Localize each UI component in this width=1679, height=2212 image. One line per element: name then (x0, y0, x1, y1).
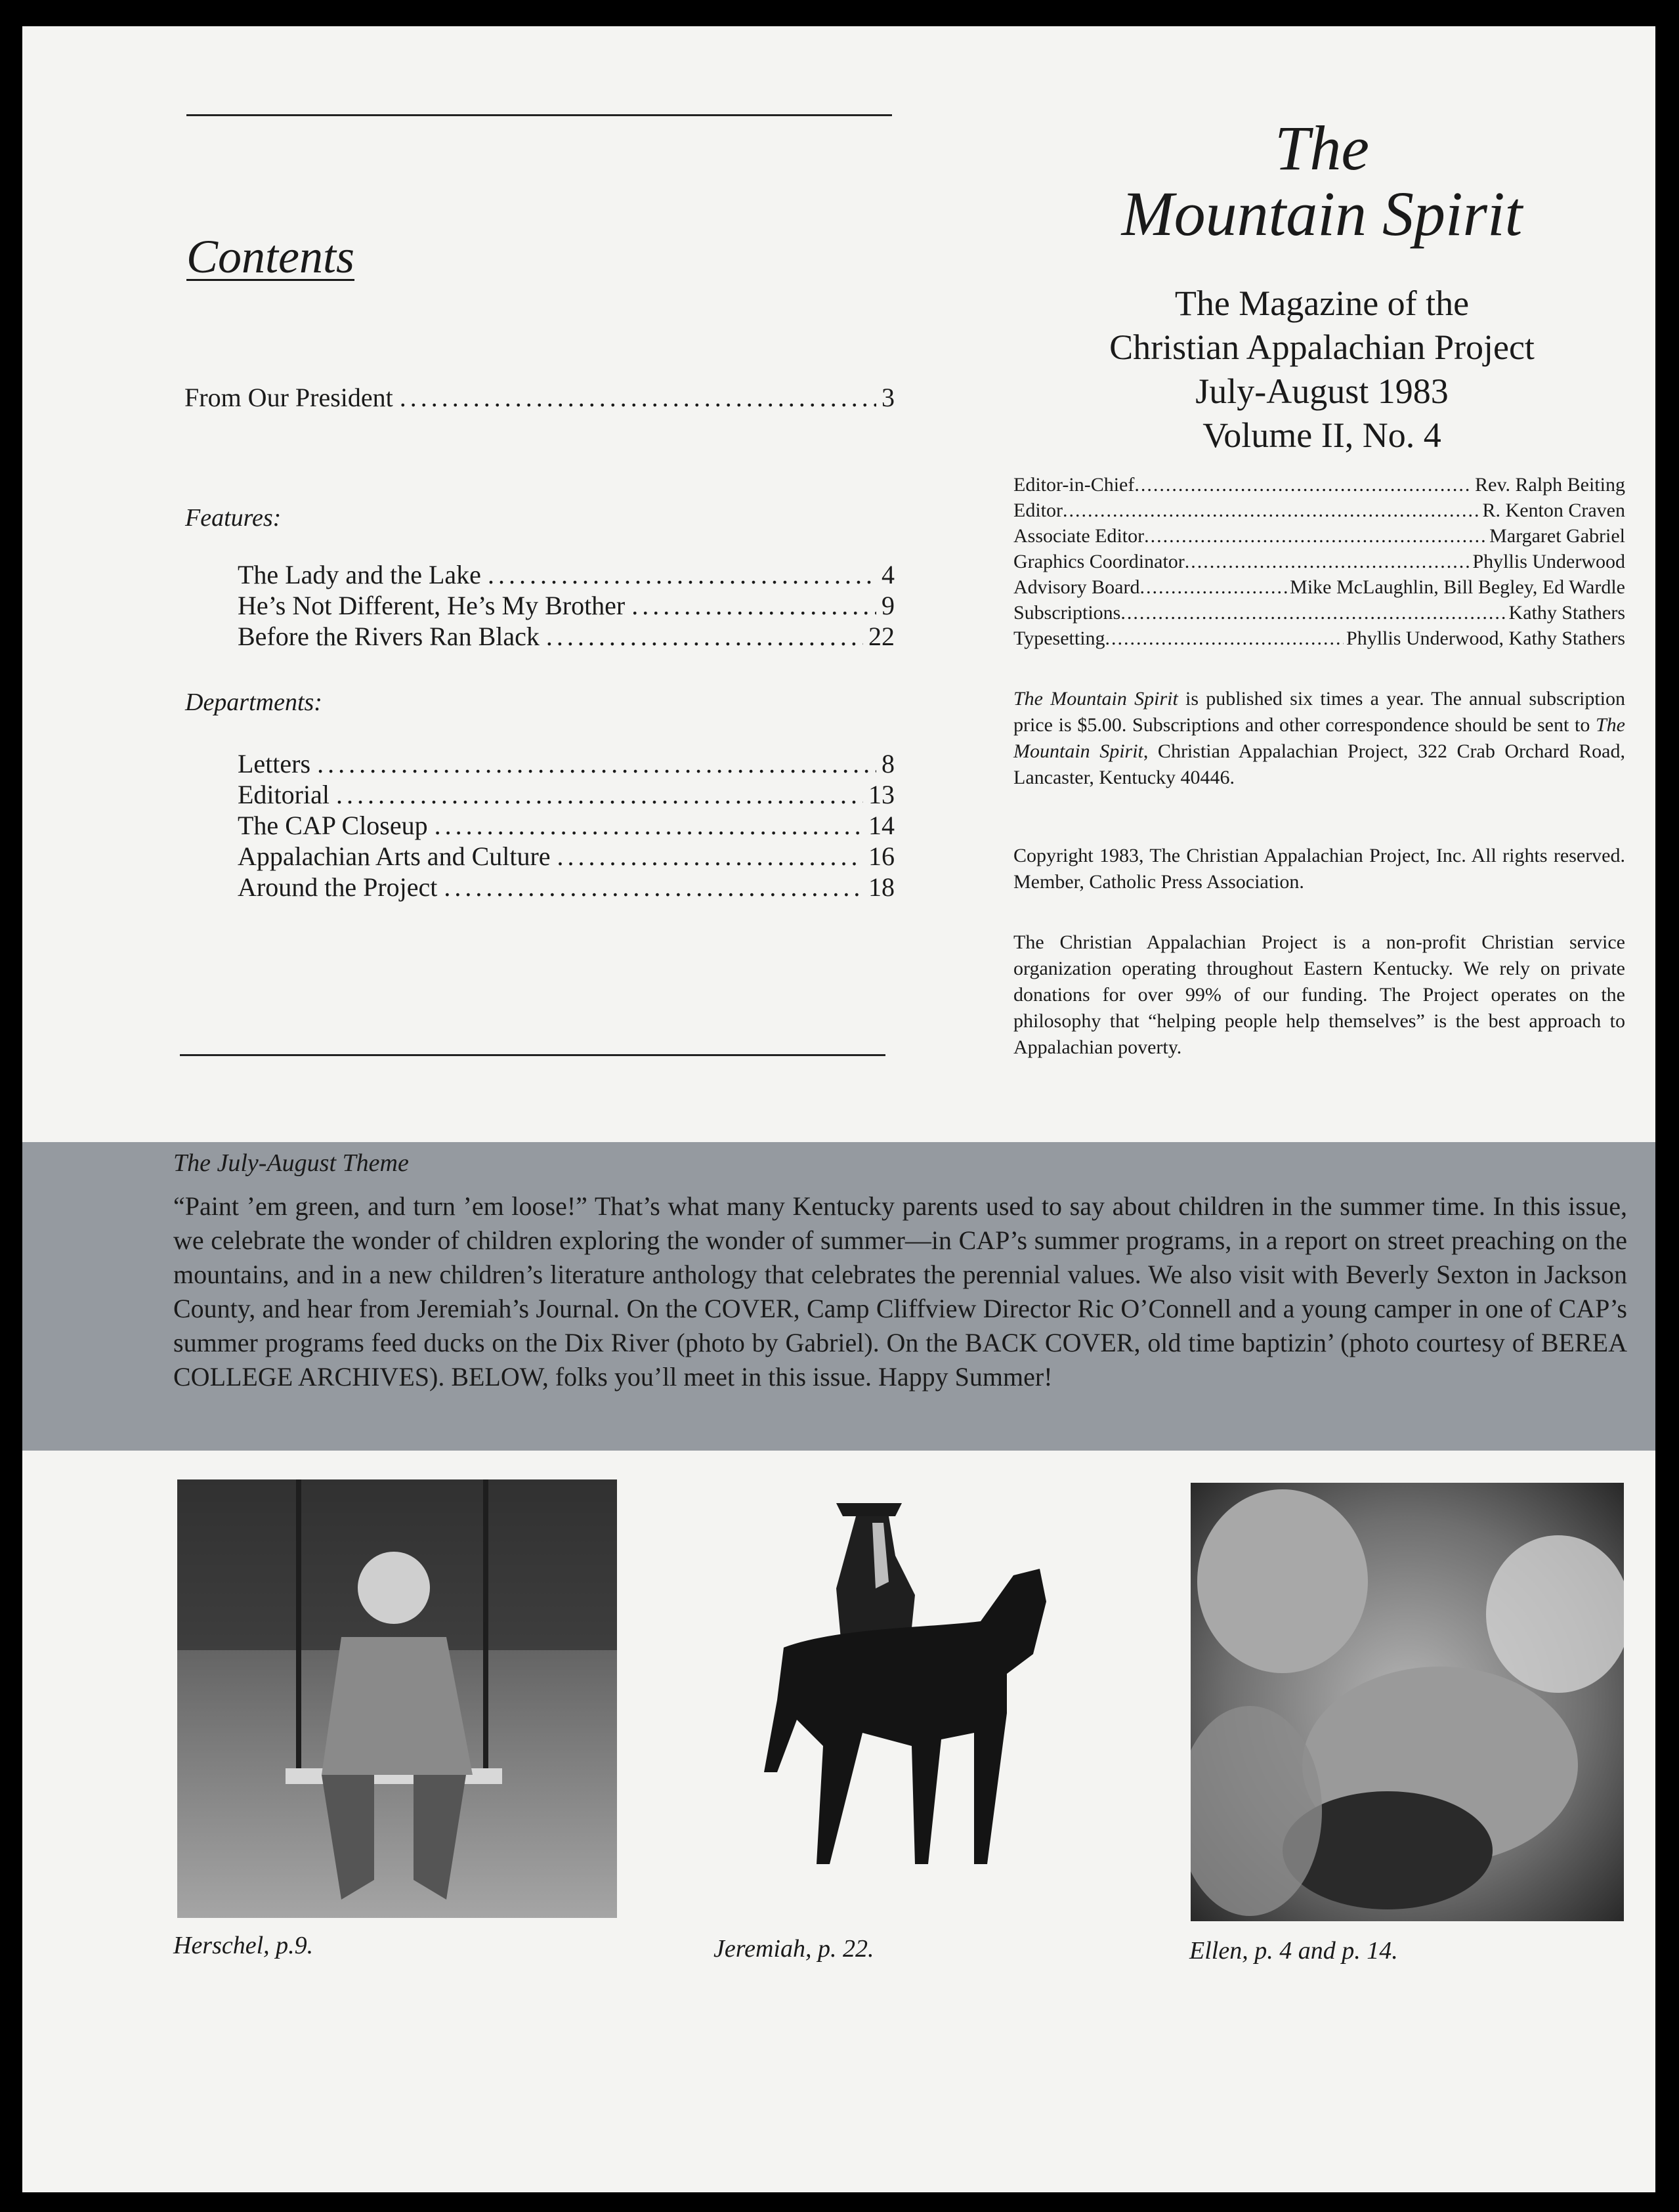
toc-title: Before the Rivers Ran Black (238, 622, 540, 651)
toc-feature (238, 621, 895, 652)
toc-title: From Our President (184, 383, 393, 412)
staff-row: Typesetting ..... Phyllis Underwood, Kathy Stathers (1013, 627, 1625, 650)
staff-row: Associate Editor ..... Margaret Gabriel (1013, 525, 1625, 547)
caption-ellen: Ellen, p. 4 and p. 14. (1189, 1937, 1398, 1965)
toc-title: He’s Not Different, He’s My Brother (238, 591, 626, 620)
man-on-horse-image (731, 1497, 1086, 1904)
toc-page: 8 (882, 749, 895, 778)
toc-page: 13 (868, 780, 895, 809)
masthead-title: Mountain Spirit (1121, 179, 1523, 249)
toc-department (238, 810, 895, 841)
photo-herschel (177, 1479, 617, 1918)
toc-department (238, 841, 895, 872)
masthead-subtitle: Christian Appalachian Project (1109, 328, 1535, 367)
photo-jeremiah (731, 1497, 1086, 1904)
toc-page: 3 (882, 383, 895, 412)
toc-page: 16 (868, 841, 895, 871)
masthead-subtitle: July-August 1983 (1195, 372, 1449, 411)
toc-department (238, 872, 895, 903)
toc-title: Around the Project (238, 872, 438, 902)
staff-row: Subscriptions ..... Kathy Stathers (1013, 602, 1625, 624)
toc-department (238, 748, 895, 779)
publication-note: The Mountain Spirit is published six times a year. The annual subscription price is $5.00. Subscriptions and other correspondence should be sent to The Mountain Spirit, Christian Appalachian Project, 322 Crab Orchard Road, Lancaster, Kentucky 40446. (1013, 688, 1625, 788)
toc-title: Appalachian Arts and Culture (238, 841, 551, 871)
theme-title: The July-August Theme (173, 1149, 409, 1177)
staff-row: Editor ..... R. Kenton Craven (1013, 500, 1625, 522)
toc-title: Letters (238, 749, 311, 778)
departments-label: Departments: (185, 689, 322, 716)
copyright-note: Copyright 1983, The Christian Appalachian Project, Inc. All rights reserved. Member, Catholic Press Association. (1013, 845, 1625, 893)
toc-page: 9 (882, 591, 895, 620)
bottom-rule (180, 1054, 885, 1056)
children-close-up-image (1191, 1483, 1624, 1921)
toc-title: The Lady and the Lake (238, 560, 481, 589)
contents-heading: Contents (186, 230, 355, 283)
masthead-the: The (1275, 113, 1369, 183)
toc-title: Editorial (238, 780, 329, 809)
toc-page: 18 (868, 872, 895, 902)
toc-title: The CAP Closeup (238, 811, 428, 840)
top-rule (186, 114, 892, 116)
staff-row: Editor-in-Chief ..... Rev. Ralph Beiting (1013, 474, 1625, 496)
toc-page: 14 (868, 811, 895, 840)
features-label: Features: (185, 504, 282, 532)
boy-on-swing-image (177, 1479, 617, 1918)
masthead-subtitle: Volume II, No. 4 (1202, 415, 1441, 455)
toc-page: 4 (882, 560, 895, 589)
toc-feature (238, 559, 895, 590)
toc-president (184, 382, 895, 413)
toc-feature (238, 590, 895, 621)
theme-text: “Paint ’em green, and turn ’em loose!” That’s what many Kentucky parents used to say about children in the summer time. In this issue, we celebrate the wonder of children exploring the wonder of summer—in CAP’s summer programs, in a report on street preaching on the mountains, and in a new children’s literature anthology that celebrates the perennial values. We also visit with Beverly Sexton in Jackson County, and hear from Jeremiah’s Journal. On the COVER, Camp Cliffview Director Ric O’Connell and a young camper in one of CAP’s summer programs feed ducks on the Dix River (photo by Gabriel). On the BACK COVER, old time baptizin’ (photo courtesy of BEREA COLLEGE ARCHIVES). BELOW, folks you’ll meet in this issue. Happy Summer! (173, 1191, 1627, 1392)
toc-page: 22 (868, 622, 895, 651)
caption-herschel: Herschel, p.9. (173, 1932, 314, 1959)
staff-row: Advisory Board ..... Mike McLaughlin, Bill Begley, Ed Wardle (1013, 576, 1625, 599)
photo-ellen (1191, 1483, 1624, 1921)
caption-jeremiah: Jeremiah, p. 22. (713, 1935, 874, 1963)
mission-statement: The Christian Appalachian Project is a non-profit Christian service organization operating throughout Eastern Kentucky. We rely on private donations for over 99% of our funding. The Project operates on the philosophy that “helping people help themselves” is the best approach to Appalachian poverty. (1013, 931, 1625, 1058)
staff-row: Graphics Coordinator ..... Phyllis Underwood (1013, 551, 1625, 573)
magazine-page (22, 26, 1655, 2192)
masthead-subtitle: The Magazine of the (1174, 284, 1470, 323)
toc-department (238, 779, 895, 810)
